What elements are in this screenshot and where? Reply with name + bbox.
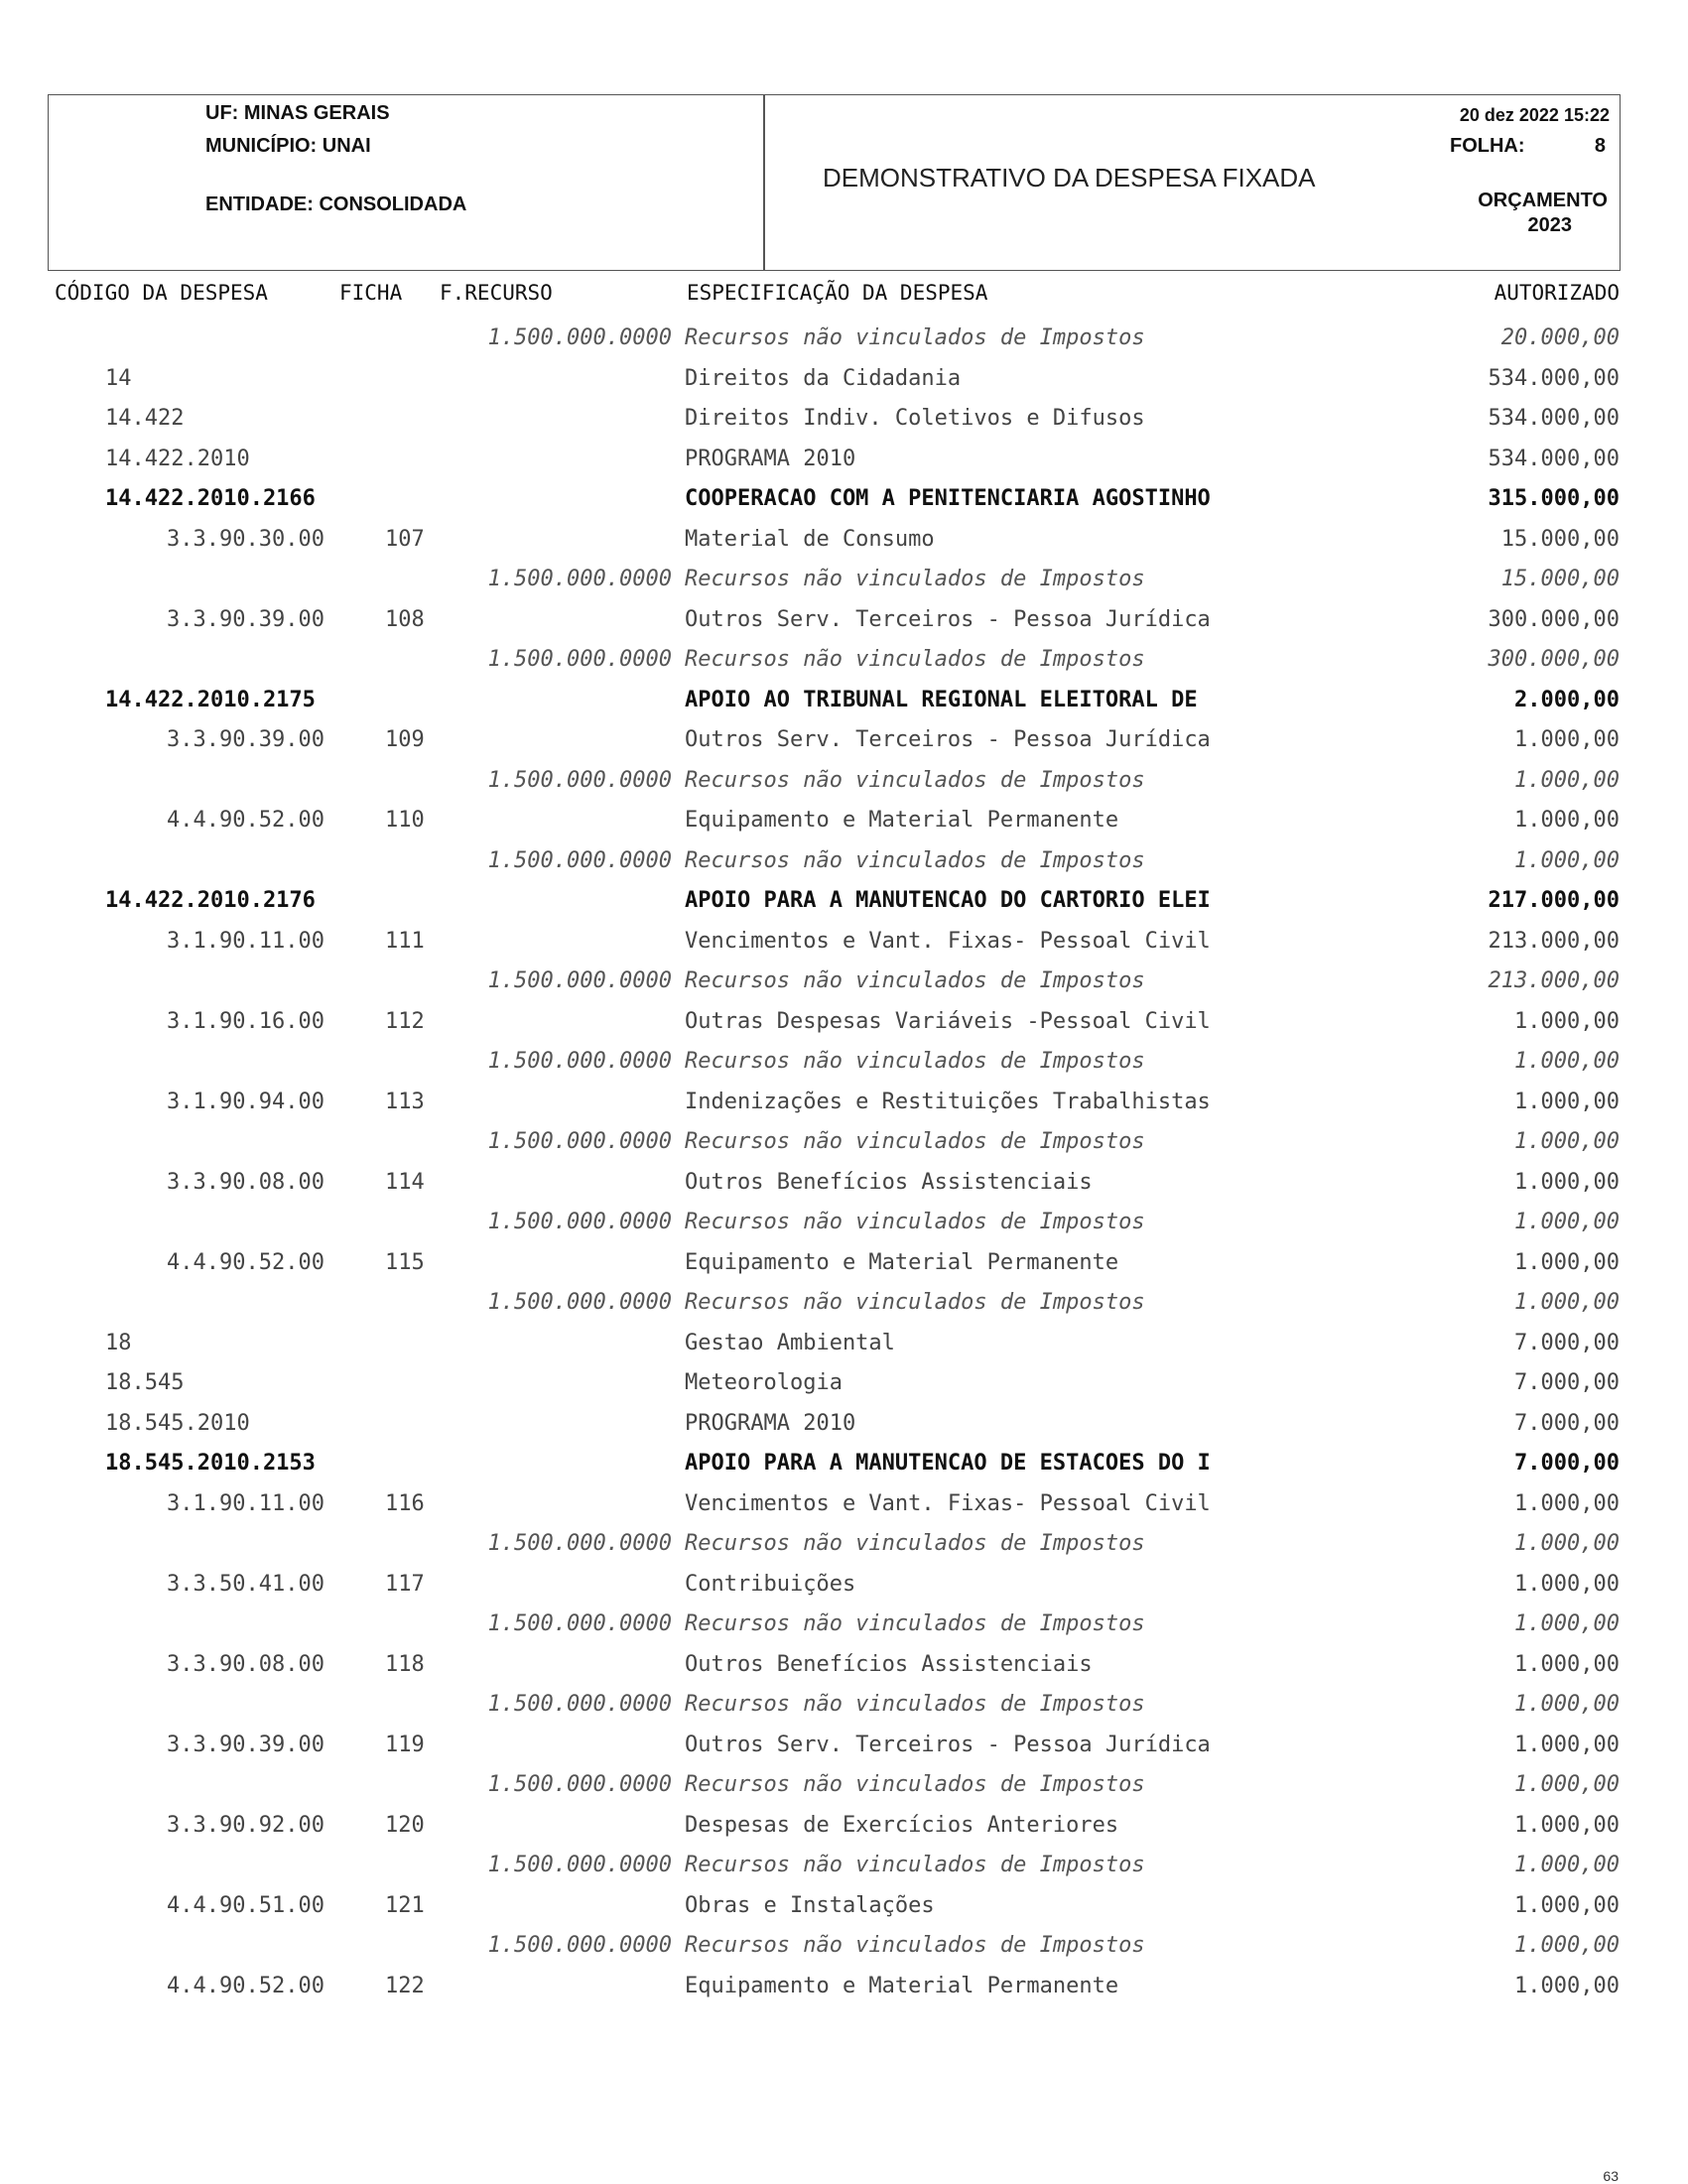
codigo-cell: 3.3.50.41.00 (167, 1572, 325, 1597)
codigo-cell: 18.545.2010 (105, 1411, 250, 1436)
especificacao-cell: Recursos não vinculados de Impostos (685, 1210, 1145, 1234)
col-header-autorizado: AUTORIZADO (1493, 281, 1620, 305)
autorizado-cell: 1.000,00 (1514, 1853, 1620, 1877)
frecurso-cell: 1.500.000.0000 (487, 1290, 672, 1315)
autorizado-cell: 1.000,00 (1514, 1974, 1620, 1998)
codigo-cell: 18.545.2010.2153 (105, 1451, 316, 1476)
table-row (0, 1611, 1688, 1641)
especificacao-cell: Recursos não vinculados de Impostos (685, 1049, 1145, 1074)
ficha-cell: 117 (385, 1572, 425, 1597)
especificacao-cell: PROGRAMA 2010 (685, 1411, 856, 1436)
especificacao-cell: PROGRAMA 2010 (685, 447, 856, 471)
frecurso-cell: 1.500.000.0000 (487, 1853, 672, 1877)
especificacao-cell: Vencimentos e Vant. Fixas- Pessoal Civil (685, 1491, 1211, 1516)
autorizado-cell: 1.000,00 (1514, 1733, 1620, 1757)
col-header-ficha: FICHA (339, 281, 403, 305)
col-header-frecurso: F.RECURSO (440, 281, 553, 305)
municipio-label: MUNICÍPIO: UNAI (205, 135, 371, 157)
autorizado-cell: 20.000,00 (1500, 325, 1620, 350)
ficha-cell: 111 (385, 929, 425, 954)
autorizado-cell: 1.000,00 (1514, 1611, 1620, 1636)
table-row (0, 366, 1688, 396)
frecurso-cell: 1.500.000.0000 (487, 567, 672, 591)
autorizado-cell: 1.000,00 (1514, 1290, 1620, 1315)
header-divider (763, 95, 765, 270)
especificacao-cell: Recursos não vinculados de Impostos (685, 1853, 1145, 1877)
especificacao-cell: Recursos não vinculados de Impostos (685, 647, 1145, 672)
table-row (0, 888, 1688, 918)
table-row (0, 848, 1688, 878)
orcamento-year: 2023 (1527, 214, 1572, 236)
orcamento-label: ORÇAMENTO (1478, 190, 1608, 211)
especificacao-cell: Equipamento e Material Permanente (685, 1250, 1119, 1275)
table-row (0, 1370, 1688, 1400)
codigo-cell: 3.3.90.92.00 (167, 1813, 325, 1838)
frecurso-cell: 1.500.000.0000 (487, 325, 672, 350)
especificacao-cell: Equipamento e Material Permanente (685, 808, 1119, 833)
especificacao-cell: Indenizações e Restituições Trabalhistas (685, 1090, 1211, 1114)
table-row (0, 1572, 1688, 1602)
report-datetime: 20 dez 2022 15:22 (1459, 105, 1610, 125)
especificacao-cell: Gestao Ambiental (685, 1331, 895, 1355)
autorizado-cell: 217.000,00 (1488, 888, 1620, 913)
especificacao-cell: Recursos não vinculados de Impostos (685, 1531, 1145, 1556)
ficha-cell: 121 (385, 1893, 425, 1918)
table-row (0, 808, 1688, 837)
codigo-cell: 4.4.90.51.00 (167, 1893, 325, 1918)
table-row (0, 607, 1688, 637)
ficha-cell: 118 (385, 1652, 425, 1677)
autorizado-cell: 1.000,00 (1514, 1572, 1620, 1597)
autorizado-cell: 7.000,00 (1514, 1331, 1620, 1355)
codigo-cell: 14.422.2010 (105, 447, 250, 471)
frecurso-cell: 1.500.000.0000 (487, 1692, 672, 1717)
autorizado-cell: 1.000,00 (1514, 848, 1620, 873)
folha-label: FOLHA: (1450, 135, 1525, 157)
especificacao-cell: APOIO PARA A MANUTENCAO DO CARTORIO ELEI (685, 888, 1211, 913)
codigo-cell: 4.4.90.52.00 (167, 1974, 325, 1998)
table-row (0, 1733, 1688, 1762)
table-row (0, 727, 1688, 757)
codigo-cell: 14.422.2010.2176 (105, 888, 316, 913)
autorizado-cell: 15.000,00 (1500, 567, 1620, 591)
ficha-cell: 109 (385, 727, 425, 752)
frecurso-cell: 1.500.000.0000 (487, 1129, 672, 1154)
autorizado-cell: 1.000,00 (1514, 1009, 1620, 1034)
table-row (0, 1331, 1688, 1360)
frecurso-cell: 1.500.000.0000 (487, 968, 672, 993)
ficha-cell: 107 (385, 527, 425, 552)
codigo-cell: 18 (105, 1331, 132, 1355)
table-row (0, 1129, 1688, 1159)
table-row (0, 1210, 1688, 1239)
codigo-cell: 4.4.90.52.00 (167, 808, 325, 833)
table-row (0, 929, 1688, 959)
frecurso-cell: 1.500.000.0000 (487, 1531, 672, 1556)
table-row (0, 688, 1688, 717)
table-row (0, 1813, 1688, 1843)
frecurso-cell: 1.500.000.0000 (487, 848, 672, 873)
codigo-cell: 14 (105, 366, 132, 391)
codigo-cell: 3.3.90.39.00 (167, 1733, 325, 1757)
table-row (0, 406, 1688, 436)
table-row (0, 968, 1688, 998)
autorizado-cell: 1.000,00 (1514, 1531, 1620, 1556)
table-row (0, 567, 1688, 596)
especificacao-cell: Recursos não vinculados de Impostos (685, 1772, 1145, 1797)
autorizado-cell: 1.000,00 (1514, 768, 1620, 793)
especificacao-cell: Recursos não vinculados de Impostos (685, 1692, 1145, 1717)
ficha-cell: 112 (385, 1009, 425, 1034)
autorizado-cell: 1.000,00 (1514, 1210, 1620, 1234)
autorizado-cell: 7.000,00 (1514, 1451, 1620, 1476)
ficha-cell: 116 (385, 1491, 425, 1516)
autorizado-cell: 1.000,00 (1514, 1491, 1620, 1516)
autorizado-cell: 213.000,00 (1488, 929, 1620, 954)
autorizado-cell: 534.000,00 (1488, 406, 1620, 431)
codigo-cell: 3.3.90.30.00 (167, 527, 325, 552)
folha-number: 8 (1594, 135, 1606, 157)
table-row (0, 325, 1688, 355)
especificacao-cell: Outros Serv. Terceiros - Pessoa Jurídica (685, 607, 1211, 632)
autorizado-cell: 7.000,00 (1514, 1370, 1620, 1395)
especificacao-cell: Outros Serv. Terceiros - Pessoa Jurídica (685, 727, 1211, 752)
autorizado-cell: 1.000,00 (1514, 1893, 1620, 1918)
table-row (0, 1772, 1688, 1802)
especificacao-cell: Outros Serv. Terceiros - Pessoa Jurídica (685, 1733, 1211, 1757)
codigo-cell: 14.422 (105, 406, 185, 431)
entidade-label: ENTIDADE: CONSOLIDADA (205, 193, 467, 215)
autorizado-cell: 1.000,00 (1514, 808, 1620, 833)
autorizado-cell: 1.000,00 (1514, 1933, 1620, 1958)
autorizado-cell: 315.000,00 (1488, 486, 1620, 511)
table-row (0, 1893, 1688, 1923)
autorizado-cell: 15.000,00 (1500, 527, 1620, 552)
especificacao-cell: Direitos da Cidadania (685, 366, 962, 391)
autorizado-cell: 1.000,00 (1514, 1652, 1620, 1677)
table-row (0, 1974, 1688, 2003)
especificacao-cell: Despesas de Exercícios Anteriores (685, 1813, 1119, 1838)
table-row (0, 1009, 1688, 1039)
autorizado-cell: 1.000,00 (1514, 1090, 1620, 1114)
codigo-cell: 3.3.90.08.00 (167, 1170, 325, 1195)
autorizado-cell: 1.000,00 (1514, 1129, 1620, 1154)
report-title: DEMONSTRATIVO DA DESPESA FIXADA (823, 163, 1316, 193)
ficha-cell: 120 (385, 1813, 425, 1838)
page-number: 63 (1603, 2168, 1619, 2184)
autorizado-cell: 1.000,00 (1514, 1772, 1620, 1797)
table-row (0, 1290, 1688, 1320)
table-row (0, 1411, 1688, 1441)
col-header-codigo: CÓDIGO DA DESPESA (55, 281, 268, 305)
ficha-cell: 122 (385, 1974, 425, 1998)
autorizado-cell: 2.000,00 (1514, 688, 1620, 712)
frecurso-cell: 1.500.000.0000 (487, 1611, 672, 1636)
uf-label: UF: MINAS GERAIS (205, 102, 390, 124)
table-row (0, 1531, 1688, 1561)
table-row (0, 1853, 1688, 1882)
frecurso-cell: 1.500.000.0000 (487, 1933, 672, 1958)
table-row (0, 1250, 1688, 1280)
especificacao-cell: Equipamento e Material Permanente (685, 1974, 1119, 1998)
ficha-cell: 119 (385, 1733, 425, 1757)
especificacao-cell: Recursos não vinculados de Impostos (685, 968, 1145, 993)
especificacao-cell: Outros Benefícios Assistenciais (685, 1652, 1093, 1677)
especificacao-cell: Recursos não vinculados de Impostos (685, 1129, 1145, 1154)
codigo-cell: 3.3.90.39.00 (167, 727, 325, 752)
table-row (0, 447, 1688, 476)
frecurso-cell: 1.500.000.0000 (487, 647, 672, 672)
especificacao-cell: Meteorologia (685, 1370, 843, 1395)
especificacao-cell: Material de Consumo (685, 527, 935, 552)
codigo-cell: 3.1.90.11.00 (167, 1491, 325, 1516)
autorizado-cell: 1.000,00 (1514, 1170, 1620, 1195)
codigo-cell: 3.1.90.11.00 (167, 929, 325, 954)
ficha-cell: 115 (385, 1250, 425, 1275)
autorizado-cell: 1.000,00 (1514, 1692, 1620, 1717)
col-header-especificacao: ESPECIFICAÇÃO DA DESPESA (687, 281, 988, 305)
table-row (0, 1692, 1688, 1722)
autorizado-cell: 534.000,00 (1488, 366, 1620, 391)
autorizado-cell: 300.000,00 (1488, 647, 1620, 672)
table-row (0, 1933, 1688, 1963)
autorizado-cell: 300.000,00 (1488, 607, 1620, 632)
table-row (0, 647, 1688, 677)
autorizado-cell: 1.000,00 (1514, 1049, 1620, 1074)
especificacao-cell: Outras Despesas Variáveis -Pessoal Civil (685, 1009, 1211, 1034)
codigo-cell: 3.3.90.08.00 (167, 1652, 325, 1677)
especificacao-cell: Recursos não vinculados de Impostos (685, 1933, 1145, 1958)
especificacao-cell: Recursos não vinculados de Impostos (685, 768, 1145, 793)
autorizado-cell: 213.000,00 (1488, 968, 1620, 993)
table-row (0, 486, 1688, 516)
codigo-cell: 14.422.2010.2166 (105, 486, 316, 511)
codigo-cell: 14.422.2010.2175 (105, 688, 316, 712)
codigo-cell: 4.4.90.52.00 (167, 1250, 325, 1275)
especificacao-cell: Recursos não vinculados de Impostos (685, 567, 1145, 591)
autorizado-cell: 1.000,00 (1514, 727, 1620, 752)
especificacao-cell: Recursos não vinculados de Impostos (685, 1290, 1145, 1315)
especificacao-cell: Direitos Indiv. Coletivos e Difusos (685, 406, 1145, 431)
especificacao-cell: Recursos não vinculados de Impostos (685, 848, 1145, 873)
especificacao-cell: Contribuições (685, 1572, 856, 1597)
especificacao-cell: Outros Benefícios Assistenciais (685, 1170, 1093, 1195)
table-row (0, 1049, 1688, 1079)
ficha-cell: 114 (385, 1170, 425, 1195)
ficha-cell: 113 (385, 1090, 425, 1114)
autorizado-cell: 7.000,00 (1514, 1411, 1620, 1436)
ficha-cell: 108 (385, 607, 425, 632)
table-row (0, 1170, 1688, 1200)
codigo-cell: 3.1.90.94.00 (167, 1090, 325, 1114)
especificacao-cell: COOPERACAO COM A PENITENCIARIA AGOSTINHO (685, 486, 1211, 511)
codigo-cell: 3.3.90.39.00 (167, 607, 325, 632)
especificacao-cell: Vencimentos e Vant. Fixas- Pessoal Civil (685, 929, 1211, 954)
table-row (0, 1491, 1688, 1521)
especificacao-cell: Recursos não vinculados de Impostos (685, 325, 1145, 350)
frecurso-cell: 1.500.000.0000 (487, 1049, 672, 1074)
especificacao-cell: Obras e Instalações (685, 1893, 935, 1918)
especificacao-cell: Recursos não vinculados de Impostos (685, 1611, 1145, 1636)
table-row (0, 1090, 1688, 1119)
frecurso-cell: 1.500.000.0000 (487, 768, 672, 793)
table-row (0, 768, 1688, 798)
table-row (0, 1451, 1688, 1480)
autorizado-cell: 534.000,00 (1488, 447, 1620, 471)
table-row (0, 527, 1688, 557)
codigo-cell: 3.1.90.16.00 (167, 1009, 325, 1034)
autorizado-cell: 1.000,00 (1514, 1813, 1620, 1838)
codigo-cell: 18.545 (105, 1370, 185, 1395)
table-row (0, 1652, 1688, 1682)
autorizado-cell: 1.000,00 (1514, 1250, 1620, 1275)
especificacao-cell: APOIO PARA A MANUTENCAO DE ESTACOES DO I (685, 1451, 1211, 1476)
ficha-cell: 110 (385, 808, 425, 833)
frecurso-cell: 1.500.000.0000 (487, 1210, 672, 1234)
especificacao-cell: APOIO AO TRIBUNAL REGIONAL ELEITORAL DE (685, 688, 1198, 712)
frecurso-cell: 1.500.000.0000 (487, 1772, 672, 1797)
report-header (48, 94, 1621, 271)
